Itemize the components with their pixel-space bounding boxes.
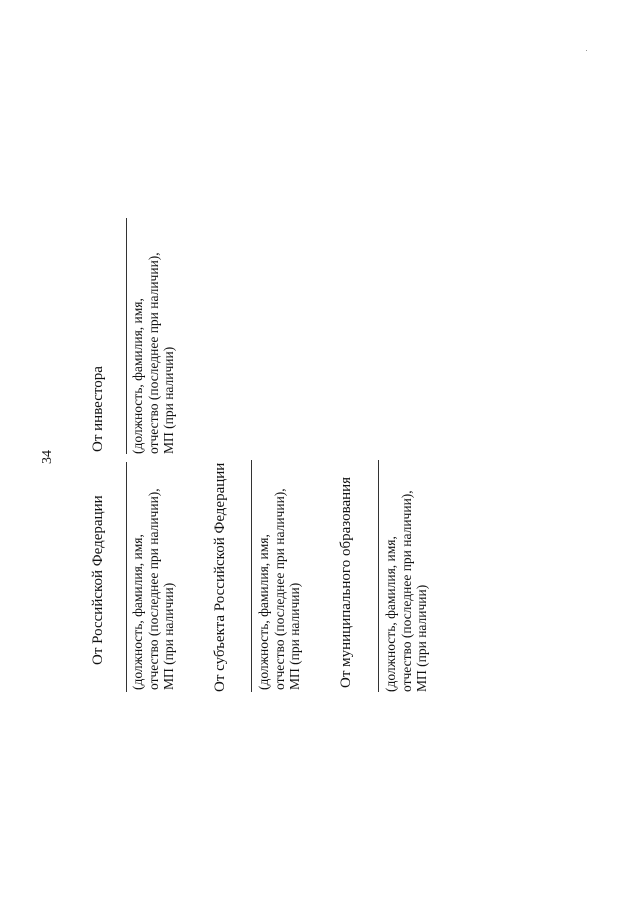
municipal-heading: От муниципального образования — [338, 476, 354, 688]
caption-line: МП (при наличии) — [161, 582, 176, 690]
investor-signature-caption — [130, 252, 177, 454]
caption-line: МП (при наличии) — [287, 582, 302, 690]
federation-signature-caption — [130, 488, 177, 690]
caption-line: отчество (последнее при наличии), — [145, 488, 161, 690]
caption-line: (должность, фамилия, имя, — [130, 534, 145, 690]
subject-heading: От субъекта Российской Федерации — [212, 462, 228, 692]
caption-line: отчество (последнее при наличии), — [271, 488, 287, 690]
subject-signature-caption — [256, 488, 303, 690]
subject-signature-line — [251, 460, 252, 692]
caption-line: отчество (последнее при наличии), — [145, 252, 161, 454]
caption-line: отчество (последнее при наличии), — [398, 490, 414, 692]
investor-heading: От инвестора — [90, 366, 106, 452]
caption-line: (должность, фамилия, имя, — [383, 536, 398, 692]
caption-line: (должность, фамилия, имя, — [256, 534, 271, 690]
caption-line: (должность, фамилия, имя, — [130, 298, 145, 454]
municipal-signature-line — [378, 460, 379, 692]
federation-signature-line — [126, 462, 127, 692]
caption-line: МП (при наличии) — [414, 584, 429, 692]
municipal-signature-caption — [383, 490, 430, 692]
scan-speck — [586, 50, 587, 51]
page-number: 34 — [40, 450, 55, 464]
federation-heading: От Российской Федерации — [90, 495, 106, 665]
investor-signature-line — [126, 218, 127, 454]
caption-line: МП (при наличии) — [161, 346, 176, 454]
